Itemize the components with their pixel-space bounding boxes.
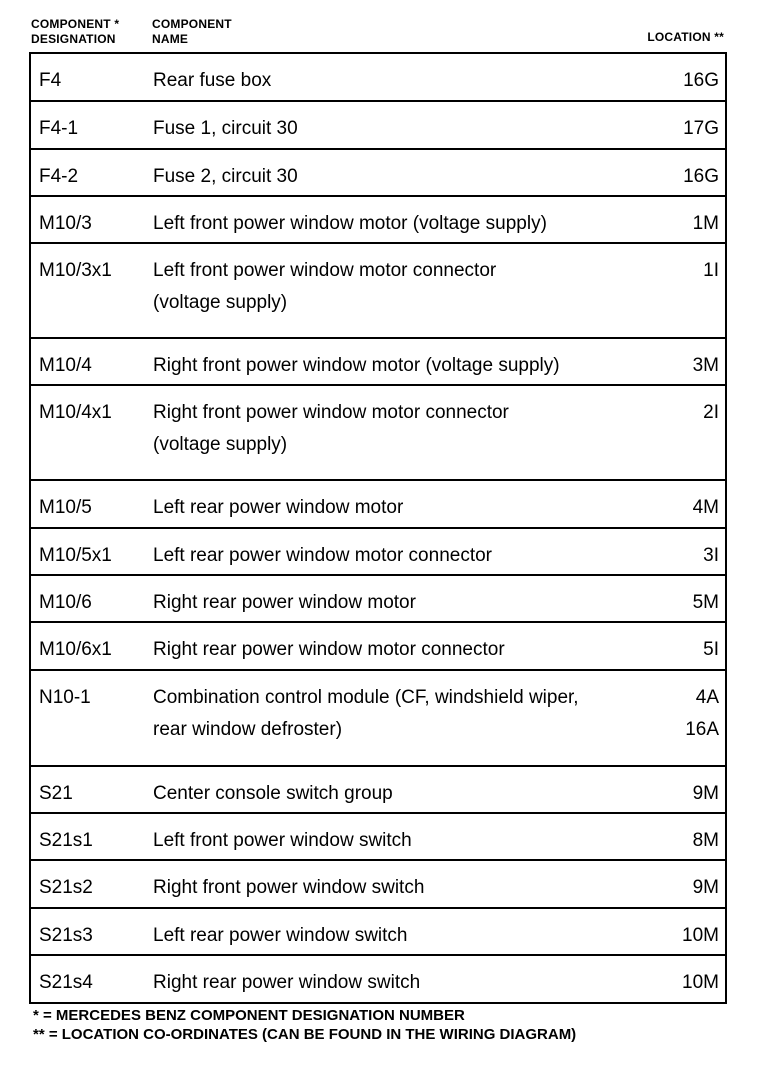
component-name-line: Left rear power window switch	[153, 925, 408, 946]
footnote-designation: * = MERCEDES BENZ COMPONENT DESIGNATION NUMBER	[33, 1007, 465, 1024]
component-name	[153, 587, 653, 619]
component-designation: S21	[39, 783, 73, 804]
component-designation: S21s3	[39, 925, 93, 946]
component-designation: M10/3	[39, 213, 92, 234]
component-location	[683, 113, 719, 145]
table-row	[31, 481, 725, 529]
component-table	[29, 52, 727, 1004]
table-row	[31, 529, 725, 576]
component-name	[153, 397, 653, 461]
component-location	[693, 350, 719, 382]
component-name-line: Right front power window switch	[153, 877, 425, 898]
component-location	[703, 397, 719, 429]
location-value: 17G	[683, 118, 719, 139]
location-value: 5M	[692, 592, 719, 613]
location-value: 3I	[703, 545, 719, 566]
component-designation: M10/5x1	[39, 545, 112, 566]
component-name	[153, 350, 653, 382]
component-location	[683, 161, 719, 193]
header-name-line-2: NAME	[152, 32, 189, 46]
component-name-line: Right front power window motor (voltage supply)	[153, 355, 560, 376]
component-designation: M10/6	[39, 592, 92, 613]
component-designation: M10/4x1	[39, 402, 112, 423]
component-name	[153, 825, 653, 857]
component-name-line: Left front power window motor connector	[153, 260, 497, 281]
component-name-line: Left rear power window motor	[153, 497, 404, 518]
component-location	[703, 540, 719, 572]
component-name-line: Right front power window motor connector	[153, 402, 509, 423]
table-row	[31, 767, 725, 814]
component-name	[153, 540, 653, 572]
component-designation: S21s2	[39, 877, 93, 898]
header-location: LOCATION **	[647, 30, 724, 44]
component-location	[693, 825, 719, 857]
component-name-line: Center console switch group	[153, 783, 393, 804]
table-row	[31, 956, 725, 1004]
component-location	[682, 967, 719, 999]
component-designation: N10-1	[39, 687, 91, 708]
component-name	[153, 113, 653, 145]
component-name-line: Right rear power window motor connector	[153, 639, 505, 660]
location-value: 10M	[682, 972, 719, 993]
component-name	[153, 208, 653, 240]
component-name	[153, 634, 653, 666]
footnotes	[33, 1006, 576, 1044]
table-row	[31, 102, 725, 150]
location-value: 16G	[683, 166, 719, 187]
component-location	[703, 255, 719, 287]
table-row	[31, 244, 725, 339]
component-name-line: Fuse 1, circuit 30	[153, 118, 298, 139]
location-value: 8M	[692, 830, 719, 851]
component-name	[153, 967, 653, 999]
header-designation-line-2: DESIGNATION	[31, 32, 116, 46]
table-row	[31, 623, 725, 671]
component-name	[153, 492, 653, 524]
component-name	[153, 255, 653, 319]
location-value: 1I	[703, 260, 719, 281]
component-designation: S21s4	[39, 972, 93, 993]
table-row	[31, 197, 725, 244]
table-row	[31, 861, 725, 909]
component-name	[153, 872, 653, 904]
location-value: 16A	[685, 719, 719, 740]
location-value: 4A	[695, 687, 719, 708]
location-value: 1M	[692, 213, 719, 234]
component-name-line: Right rear power window switch	[153, 972, 421, 993]
location-value: 9M	[692, 877, 719, 898]
component-name-line: rear window defroster)	[153, 719, 343, 740]
location-value: 9M	[692, 783, 719, 804]
component-name-line: Rear fuse box	[153, 70, 272, 91]
component-location	[703, 634, 719, 666]
component-location	[693, 778, 719, 810]
component-location	[693, 208, 719, 240]
footnote-location: ** = LOCATION CO-ORDINATES (CAN BE FOUND IN THE WIRING DIAGRAM)	[33, 1026, 577, 1043]
table-row	[31, 150, 725, 197]
table-row	[31, 386, 725, 481]
component-name	[153, 778, 653, 810]
component-name-line: (voltage supply)	[153, 292, 288, 313]
component-designation: F4-2	[39, 166, 79, 187]
component-designation: M10/6x1	[39, 639, 112, 660]
header-component-name	[152, 17, 232, 47]
location-value: 3M	[692, 355, 719, 376]
component-name-line: Left front power window motor (voltage supply)	[153, 213, 547, 234]
table-row	[31, 576, 725, 623]
component-designation: F4	[39, 70, 62, 91]
component-location	[685, 682, 719, 746]
location-value: 10M	[682, 925, 719, 946]
component-location	[683, 65, 719, 97]
location-value: 16G	[683, 70, 719, 91]
component-name	[153, 65, 653, 97]
component-name-line: (voltage supply)	[153, 434, 288, 455]
table-row	[31, 339, 725, 386]
component-location	[693, 587, 719, 619]
component-name	[153, 682, 653, 746]
location-value: 2I	[703, 402, 719, 423]
component-designation: M10/4	[39, 355, 92, 376]
table-row	[31, 909, 725, 956]
component-location	[682, 920, 719, 952]
component-name-line: Combination control module (CF, windshield wiper,	[153, 687, 579, 708]
table-row	[31, 814, 725, 861]
component-name-line: Fuse 2, circuit 30	[153, 166, 298, 187]
component-name-line: Right rear power window motor	[153, 592, 416, 613]
header-name-line-1: COMPONENT	[152, 17, 232, 31]
location-value: 4M	[692, 497, 719, 518]
component-designation: M10/3x1	[39, 260, 112, 281]
table-row	[31, 54, 725, 102]
component-name-line: Left rear power window motor connector	[153, 545, 492, 566]
component-location	[693, 872, 719, 904]
table-row	[31, 671, 725, 767]
component-designation: F4-1	[39, 118, 79, 139]
header-component-designation	[31, 17, 119, 47]
component-name	[153, 920, 653, 952]
component-designation: M10/5	[39, 497, 92, 518]
location-value: 5I	[703, 639, 719, 660]
component-name	[153, 161, 653, 193]
header-designation-line-1: COMPONENT *	[31, 17, 120, 31]
component-name-line: Left front power window switch	[153, 830, 412, 851]
component-designation: S21s1	[39, 830, 93, 851]
component-location	[693, 492, 719, 524]
